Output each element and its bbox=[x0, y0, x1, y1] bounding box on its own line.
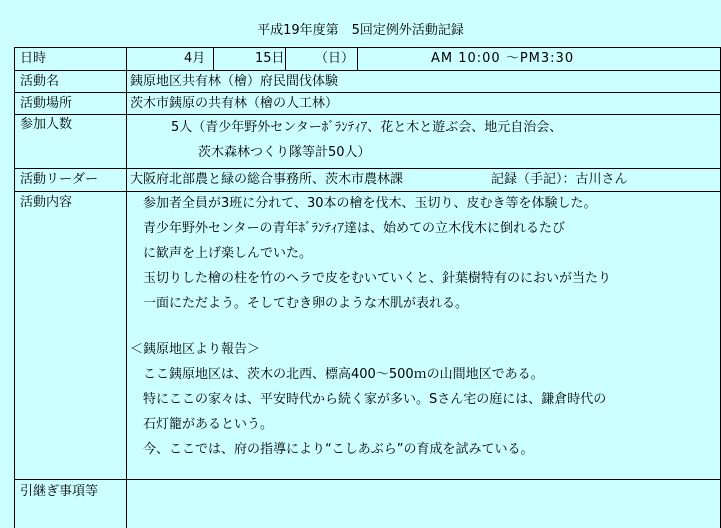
content-line-11: 今、ここでは、府の指導により“こしあぶら”の育成を試みている。 bbox=[143, 442, 534, 457]
value-handover bbox=[128, 480, 721, 528]
value-content bbox=[128, 192, 721, 479]
date-month: 4月 bbox=[128, 48, 214, 70]
label-activity-name: 活動名 bbox=[15, 71, 127, 92]
label-leader: 活動リーダー bbox=[15, 169, 127, 191]
row-content bbox=[15, 192, 721, 480]
label-handover: 引継ぎ事項等 bbox=[15, 480, 127, 528]
label-content: 活動内容 bbox=[15, 192, 127, 479]
content-line-9: 特にここの家々は、平安時代から続く家が多い。Sさん宅の庭には、鎌倉時代の bbox=[143, 392, 607, 407]
leader-record: 記録（手記）：古川さん bbox=[491, 172, 628, 187]
content-line-5: 一面にただよう。そしてむき卵のような木肌が表れる。 bbox=[143, 296, 469, 311]
date-weekday: （日） bbox=[286, 48, 358, 70]
content-line-8: ここ銕原地区は、茨木の北西、標高400～500ｍの山間地区である。 bbox=[143, 367, 544, 382]
label-participants: 参加人数 bbox=[15, 115, 127, 168]
content-line-2: 青少年野外センターの青年ﾎﾞﾗﾝﾃｨｱ達は、始めての立木伐木に倒れるたび bbox=[143, 221, 565, 236]
content-line-4: 玉切りした檜の柱を竹のヘラで皮をむいていくと、針葉樹特有のにおいが当たり bbox=[143, 271, 612, 286]
row-activity-place bbox=[15, 93, 721, 115]
value-leader bbox=[128, 169, 721, 191]
content-line-7: ＜銕原地区より報告＞ bbox=[130, 342, 261, 357]
row-leader bbox=[15, 169, 721, 192]
document-title: 平成19年度第 5回定例外活動記録 bbox=[257, 23, 464, 38]
value-activity-name: 銕原地区共有林（檜）府民間伐体験 bbox=[128, 71, 721, 92]
value-activity-place: 茨木市銕原の共有林（檜の人工林） bbox=[128, 93, 721, 114]
date-time: AM 10:00 ～PM3:30 bbox=[358, 48, 721, 70]
leader-name: 大阪府北部農と緑の総合事務所、茨木市農林課 bbox=[130, 172, 404, 187]
row-handover bbox=[15, 480, 721, 528]
row-activity-name bbox=[15, 71, 721, 93]
row-date bbox=[15, 48, 721, 71]
label-date: 日時 bbox=[15, 48, 127, 70]
participants-line-2: 茨木森林つくり隊等計50人） bbox=[198, 145, 371, 160]
record-table bbox=[14, 47, 721, 528]
content-line-3: に歓声を上げ楽しんでいた。 bbox=[143, 246, 313, 261]
date-day: 15日 bbox=[214, 48, 286, 70]
content-line-10: 石灯籠があるという。 bbox=[143, 417, 274, 432]
value-participants bbox=[128, 115, 721, 168]
label-activity-place: 活動場所 bbox=[15, 93, 127, 114]
content-line-1: 参加者全員が3班に分れて、30本の檜を伐木、玉切り、皮むき等を体験した。 bbox=[143, 196, 597, 211]
row-participants bbox=[15, 115, 721, 169]
participants-line-1: 5人（青少年野外センターﾎﾞﾗﾝﾃｨｱ、花と木と遊ぶ会、地元自治会、 bbox=[171, 120, 563, 135]
